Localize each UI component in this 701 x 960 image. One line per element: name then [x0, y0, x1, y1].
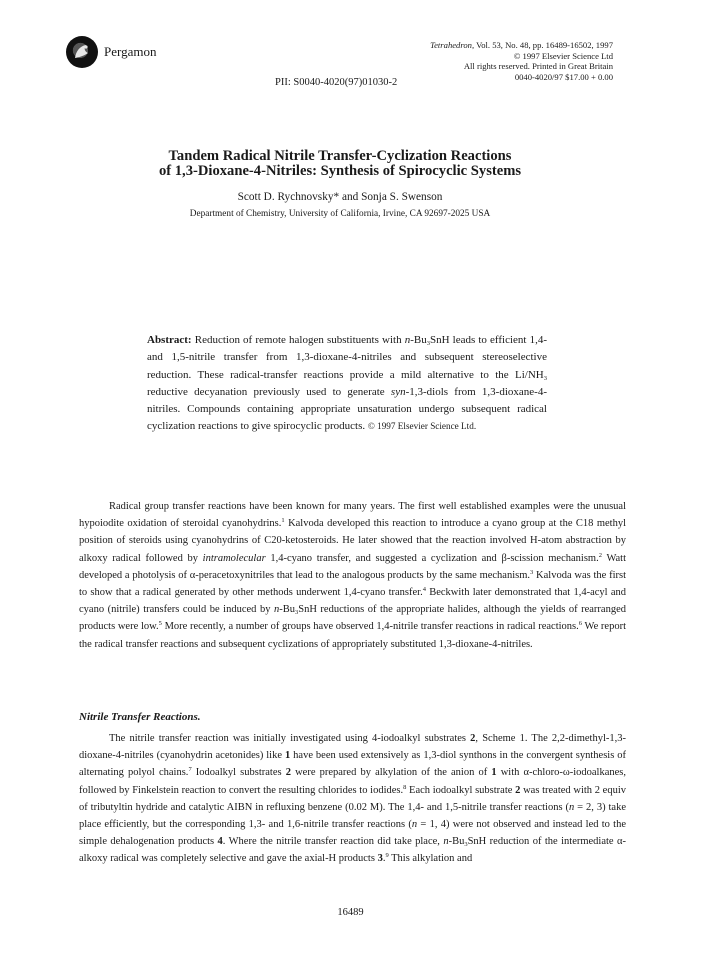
volume-pages: Vol. 53, No. 48, pp. 16489-16502, 1997: [476, 40, 613, 50]
author-list: Scott D. Rychnovsky* and Sonja S. Swenson: [237, 191, 443, 203]
nitrile-transfer-section: [79, 730, 626, 868]
reference-marker: 5: [158, 620, 162, 628]
body-text: -Bu: [448, 836, 465, 848]
body-text: Radical group transfer reactions have been known for many years. The first well established examples were the unusual hypoiodite oxidation of steroidal cyanohydrins.: [79, 501, 626, 530]
body-text: Each iodoalkyl substrate: [406, 784, 516, 796]
reference-marker: 7: [188, 766, 192, 774]
body-text: SnH reduction of the intermediate α-alkoxy radical was completely selective and gave the axial-H products: [79, 836, 626, 865]
body-text: More recently, a number of groups have observed 1,4-nitrile transfer reactions in radical reactions.: [161, 621, 579, 633]
page-number: 16489: [337, 907, 364, 918]
body-text: .: [382, 853, 386, 865]
compound-number: 1: [491, 767, 497, 779]
body-text: 1,4-cyano transfer, and suggested a cyclization and β-scission mechanism.: [265, 552, 599, 564]
body-text: , Scheme 1. The 2,2-dimethyl-1,3-dioxane-4-nitriles (cyanohydrin acetonides) like: [79, 733, 626, 762]
reference-marker: 9: [385, 852, 389, 860]
body-text: We report the radical transfer reactions and subsequent cyclizations of appropriately substituted 1,3-dioxane-4-nitriles.: [79, 621, 626, 650]
abstract: [147, 332, 547, 436]
body-text: This alkylation and: [388, 853, 473, 865]
body-text: Watt developed a photolysis of α-peracetoxynitriles that lead to the analogous products by the same mechanism.: [79, 552, 627, 581]
abstract-text: Reduction of remote halogen substituents with: [191, 334, 405, 346]
affiliation: Department of Chemistry, University of California, Irvine, CA 92697-2025 USA: [189, 209, 491, 219]
abstract-text: -Bu: [410, 334, 427, 346]
body-italic: n: [411, 819, 418, 831]
abstract-text: -1,3-diols from 1,3-dioxane-4-nitriles. Compounds containing appropriate unsaturation undergo subsequent radical cyclization reactions to give spirocyclic products.: [147, 385, 547, 433]
abstract-copyright: © 1997 Elsevier Science Ltd.: [367, 421, 477, 432]
body-text: Kalvoda developed this reaction to introduce a cyano group at the C18 methyl position of steroids using cyanohydrins of C20-ketosteroids. He later showed that the reaction involved H-atom abstraction by alkoxy radical followed by: [79, 518, 627, 564]
body-text: SnH reductions of the appropriate halides, although the yields of rearranged products were low.: [79, 604, 626, 633]
abstract-subscript: 3: [426, 340, 430, 347]
abstract-text: SnH leads to efficient 1,4- and 1,5-nitrile transfer from 1,3-dioxane-4-nitriles and subsequent stereoselective reduction. These radical-transfer reactions provide a mild alternative to the Li/NH: [147, 334, 548, 381]
abstract-italic: n: [404, 334, 411, 346]
paper-title-line-1: Tandem Radical Nitrile Transfer-Cyclization Reactions: [168, 148, 512, 164]
body-text: = 1, 4) were not observed and instead led to the simple dehalogenation products: [79, 819, 627, 848]
compound-number: 1: [284, 750, 291, 762]
intro-section: [79, 498, 626, 653]
copyright-line: © 1997 Elsevier Science Ltd: [513, 50, 613, 61]
compound-number: 2: [285, 767, 291, 779]
compound-number: 2: [515, 784, 521, 796]
body-text: with α-chloro-ω-iodoalkanes, followed by Finkelstein reaction to convert the resulting chlorides to iodides.: [79, 767, 627, 796]
reference-marker: 4: [422, 586, 426, 594]
reference-marker: 6: [578, 620, 582, 628]
body-italic: n: [273, 604, 280, 616]
compound-number: 3: [377, 853, 383, 865]
abstract-text: reductive decyanation previously used to generate: [147, 385, 391, 398]
reference-marker: 1: [281, 517, 285, 525]
body-text: have been used extensively as 1,3-diol synthons in the convergent synthesis of alternating polyol chains.: [79, 750, 627, 779]
journal-citation: [430, 40, 613, 51]
body-text: were prepared by alkylation of the anion of: [290, 767, 492, 779]
body-text: The nitrile transfer reaction was initially investigated using 4-iodoalkyl substrates: [109, 733, 471, 744]
pii-identifier: PII: S0040-4020(97)01030-2: [275, 77, 398, 88]
body-text: = 2, 3) take place efficiently, but the corresponding 1,3- and 1,6-nitrile transfer reactions (: [79, 801, 627, 831]
intro-paragraph: [79, 498, 626, 653]
subscript: 3: [294, 609, 299, 617]
body-text: Kalvoda was the first to show that a radical generated by other methods underwent 1,4-cyano transfer.: [79, 569, 626, 599]
pergamon-logo-icon: [66, 36, 98, 68]
journal-name: Tetrahedron,: [430, 40, 475, 50]
body-text: Iodoalkyl substrates: [191, 767, 286, 779]
body-italic: intramolecular: [202, 552, 266, 564]
section-heading: Nitrile Transfer Reactions.: [79, 711, 201, 723]
paper-title-line-2: of 1,3-Dioxane-4-Nitriles: Synthesis of Spirocyclic Systems: [158, 163, 522, 179]
abstract-italic: syn: [390, 385, 406, 398]
body-italic: n: [443, 836, 449, 848]
reference-marker: 8: [403, 783, 407, 791]
abstract-label: Abstract:: [147, 334, 192, 346]
publisher-name: Pergamon: [104, 44, 157, 59]
citation-block: [430, 40, 613, 82]
rights-line: All rights reserved. Printed in Great Britain: [463, 61, 613, 72]
issn-line: 0040-4020/97 $17.00 + 0.00: [514, 71, 613, 82]
subscript: 3: [464, 841, 468, 849]
body-text: -Bu: [279, 604, 295, 616]
body-text: Beckwith later demonstrated that 1,4-acyl and cyano (nitrile) transfers could be induced by: [79, 587, 626, 616]
body-italic: n: [568, 801, 575, 813]
compound-number: 2: [470, 733, 476, 744]
reference-marker: 3: [530, 568, 534, 576]
compound-number: 4: [217, 836, 223, 848]
body-text: was treated with 2 equiv of tributyltin hydride and catalytic AIBN in refluxing benzene (0.02 M). The 1,4- and 1,5-nitrile transfer reactions (: [79, 784, 626, 813]
abstract-subscript: 3: [543, 374, 547, 382]
section-paragraph: [79, 730, 626, 868]
body-text: . Where the nitrile transfer reaction did take place,: [222, 836, 444, 848]
reference-marker: 2: [598, 551, 602, 559]
